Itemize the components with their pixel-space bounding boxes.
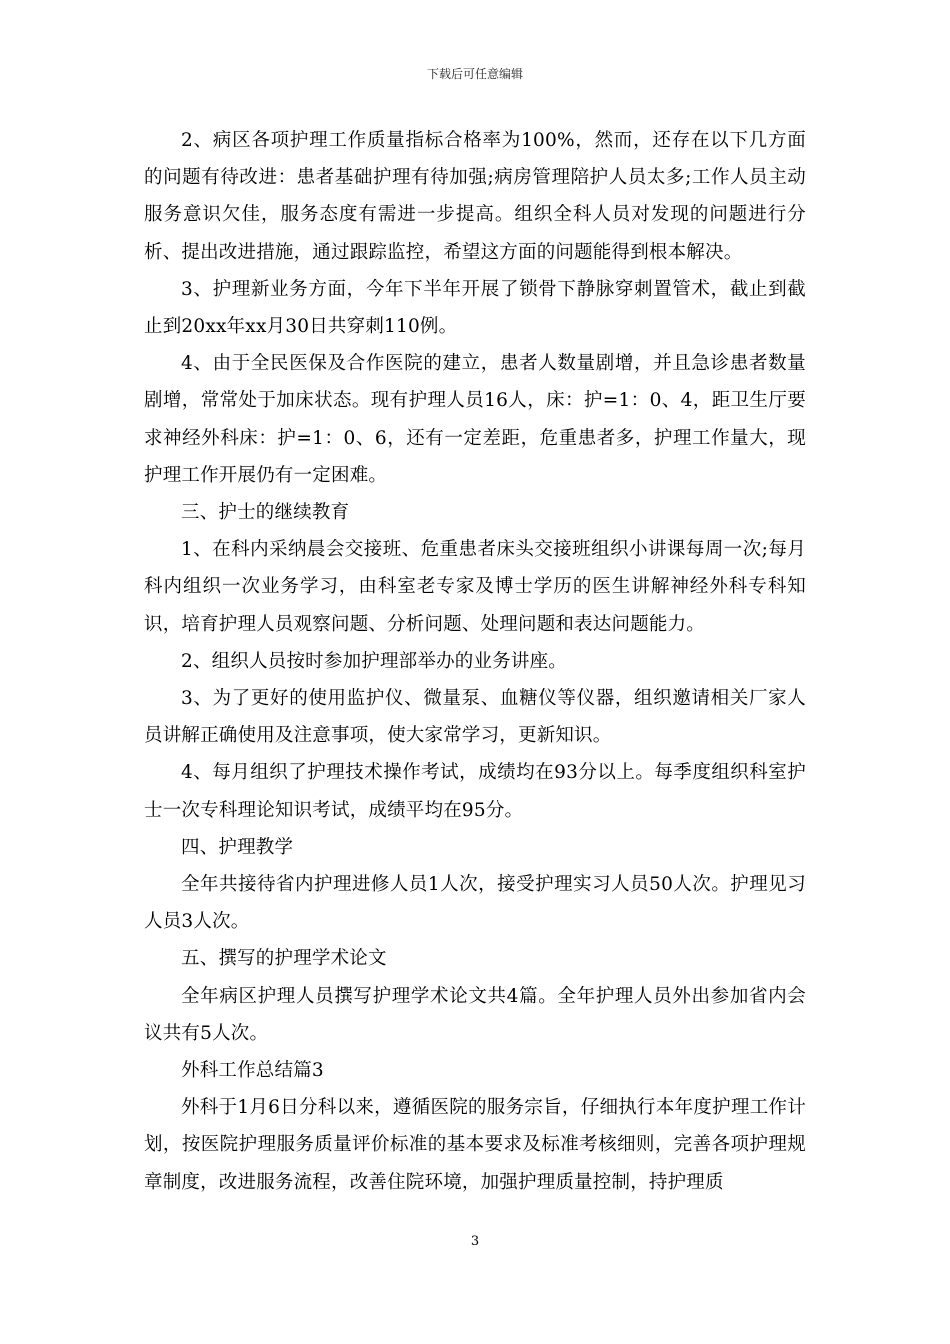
- paragraph-morning-handover: 1、在科内采纳晨会交接班、危重患者床头交接班组织小讲课每周一次;每月科内组织一次业务学习，由科室老专家及博士学历的医生讲解神经外科专科知识，培育护理人员观察问题、分析问题、处理问题和表达问题能力。: [144, 539, 806, 635]
- paragraph-quality-indicators: 2、病区各项护理工作质量指标合格率为100%，然而，还存在以下几方面的问题有待改进：患者基础护理有待加强;病房管理陪护人员太多;工作人员主动服务意识欠佳，服务态度有需进一步提高。组织全科人员对发现的问题进行分析、提出改进措施，通过跟踪监控，希望这方面的问题能得到根本解决。: [144, 130, 806, 263]
- paragraph-new-business: 3、护理新业务方面，今年下半年开展了锁骨下静脉穿刺置管术，截止到截止到20xx年xx月30日共穿刺110例。: [144, 278, 806, 338]
- section-heading-nursing-teaching: 四、护理教学: [181, 836, 294, 858]
- paragraph-surgery-intro: 外科于1月6日分科以来，遵循医院的服务宗旨，仔细执行本年度护理工作计划，按医院护理服务质量评价标准的基本要求及标准考核细则，完善各项护理规章制度，改进服务流程，改善住院环境，加强护理质量控制，持护理质: [144, 1097, 806, 1193]
- section-heading-summary-3: 外科工作总结篇3: [181, 1060, 324, 1082]
- paragraph-trainees: 全年共接待省内护理进修人员1人次，接受护理实习人员50人次。护理见习人员3人次。: [144, 874, 806, 933]
- section-heading-continuing-education: 三、护士的继续教育: [181, 502, 350, 524]
- paragraph-instrument-training: 3、为了更好的使用监护仪、微量泵、血糖仪等仪器，组织邀请相关厂家人员讲解正确使用及注意事项，使大家常学习，更新知识。: [144, 688, 806, 747]
- page-header-note: 下载后可任意编辑: [426, 67, 523, 81]
- paragraph-patient-increase: 4、由于全民医保及合作医院的建立，患者人数量剧增，并且急诊患者数量剧增，常常处于加床状态。现有护理人员16人，床：护=1：0、4，距卫生厅要求神经外科床：护=1：0、6，还有一定差距，危重患者多，护理工作量大，现护理工作开展仍有一定困难。: [144, 353, 806, 486]
- document-body: [144, 122, 806, 1201]
- section-heading-academic-papers: 五、撰写的护理学术论文: [181, 948, 387, 970]
- paragraph-lectures: 2、组织人员按时参加护理部举办的业务讲座。: [181, 650, 567, 672]
- page-number: 3: [470, 1234, 480, 1249]
- paragraph-papers: 全年病区护理人员撰写护理学术论文共4篇。全年护理人员外出参加省内会议共有5人次。: [144, 985, 806, 1044]
- paragraph-exams: 4、每月组织了护理技术操作考试，成绩均在93分以上。每季度组织科室护士一次专科理论知识考试，成绩平均在95分。: [144, 762, 806, 821]
